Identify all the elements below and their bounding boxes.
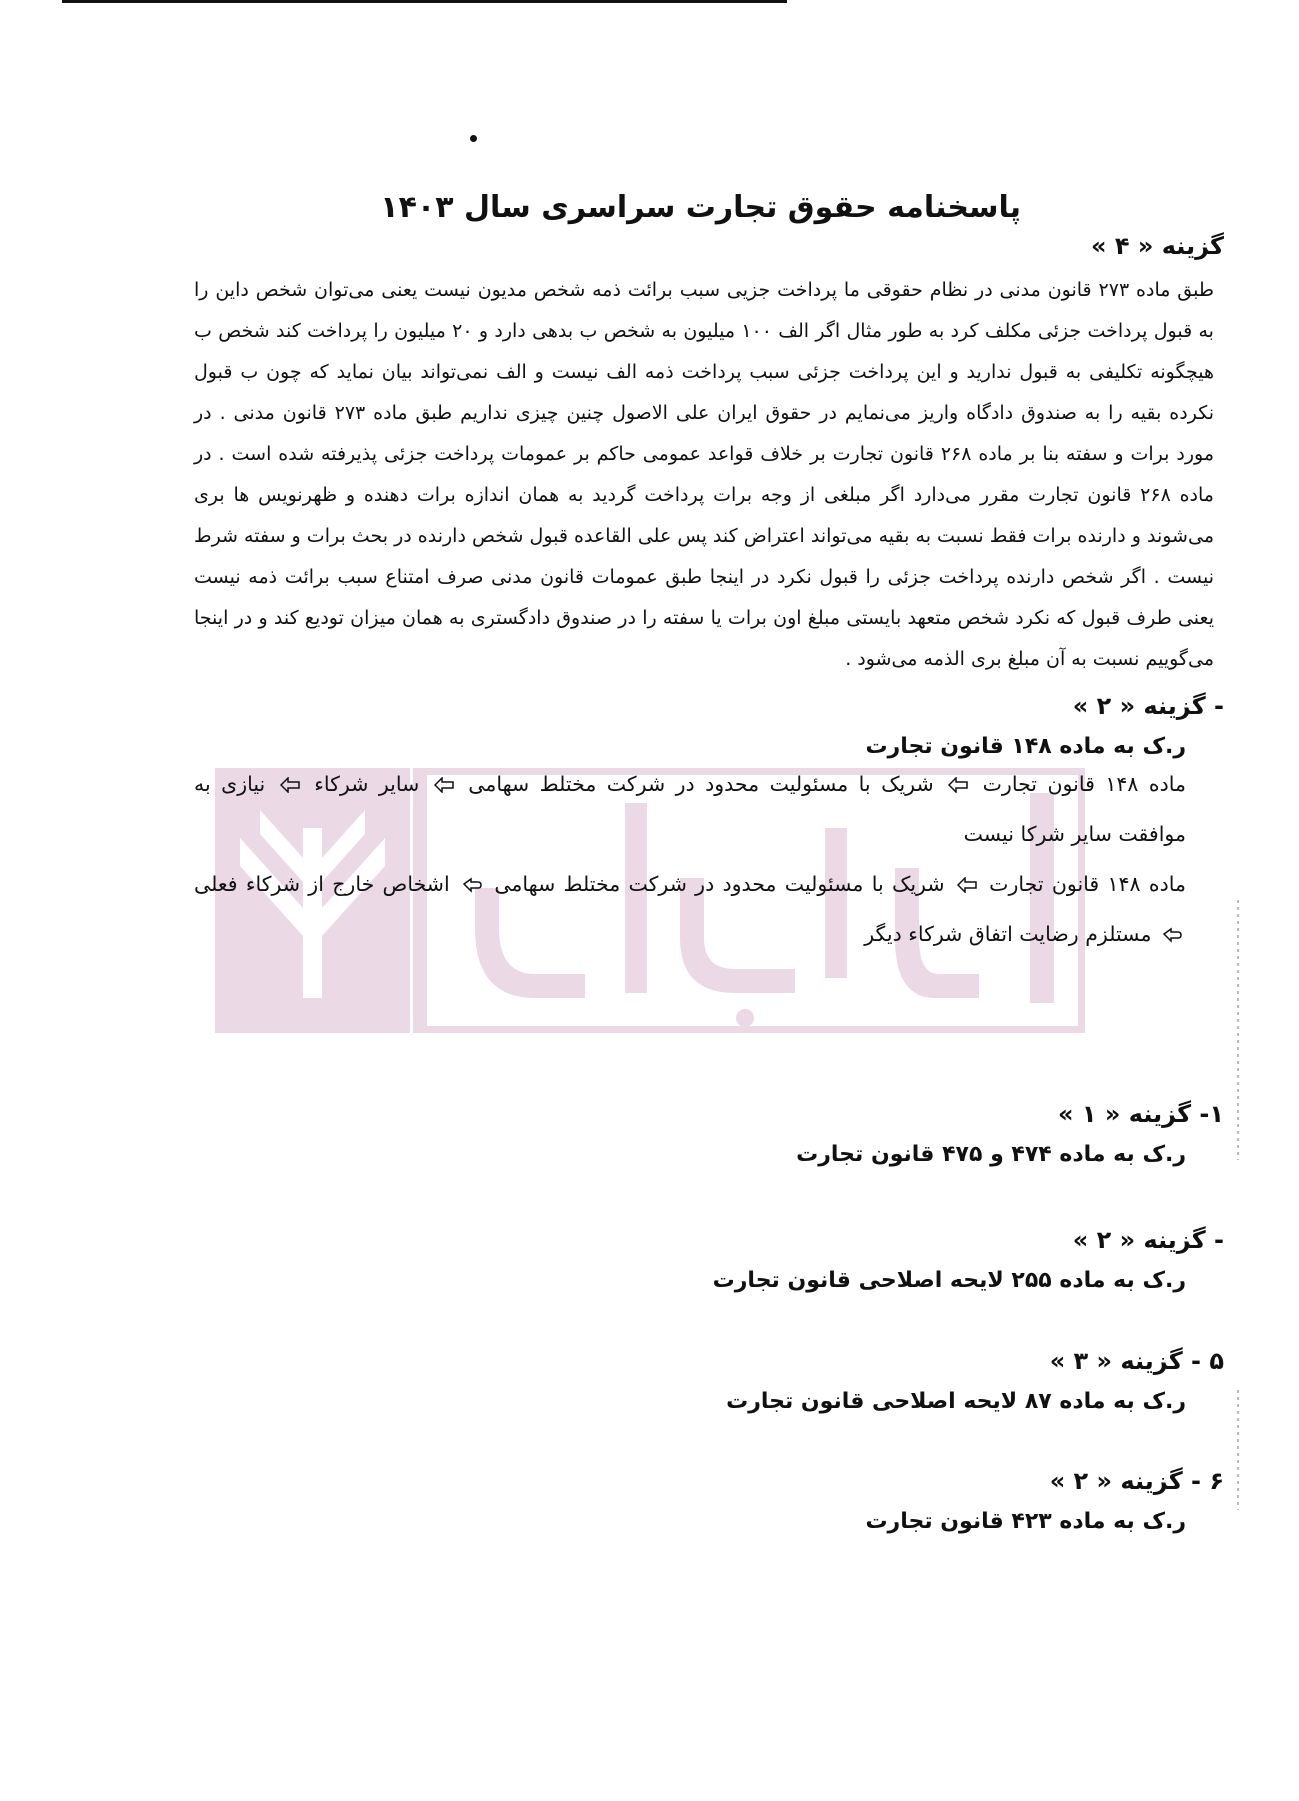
answer-explanation: طبق ماده ۲۷۳ قانون مدنی در نظام حقوقی ما پرداخت جزیی سبب برائت ذمه شخص مدیون نیست یعنی می‌توان شخص داین را به قبول پرداخت جزئی مکلف کرد به طور مثال اگر الف ۱۰۰ میلیون به شخص ب بدهی دارد و ۲۰ میلیون را پرداخت کند شخص ب هیچگونه تکلیفی به قبول ندارید و این پرداخت جزئی سبب پرداخت ذمه الف نیست و الف نمی‌تواند بیان نماید که چون ب قبول نکرده بقیه را به صندوق دادگاه واریز می‌نمایم در حقوق ایران علی الاصول چنین چیزی نداریم طبق ماده ۲۷۳ قانون مدنی . در مورد برات و سفته بنا بر ماده ۲۶۸ قانون تجارت بر خلاف قواعد عمومی حاکم بر عمومات پرداخت جزئی پذیرفته شده است . در ماده ۲۶۸ قانون تجارت مقرر می‌دارد اگر مبلغی از وجه برات پرداخت گردید به همان اندازه برات دهنده و ظهرنویس ها بری می‌شوند و دارنده برات فقط نسبت به بقیه می‌تواند اعتراض کند پس علی القاعده قبول شخص دارنده در بحث برات و سفته شرط نیست . اگر شخص دارنده پرداخت جزئی را قبول نکرد در اینجا طبق عمومات قانون مدنی صرف امتناع سبب برائت ذمه نیست یعنی طرف قبول که نکرد شخص متعهد بایستی مبلغ اون برات یا سفته را در صندوق دادگستری به همان میزان تودیع کند و در اینجا می‌گوییم نسبت به آن مبلغ بری الذمه می‌شود .: [194, 279, 1214, 670]
scan-edge-noise: [1237, 900, 1239, 1160]
article-line: [194, 859, 1186, 959]
article-text: ماده ۱۴۸ قانون تجارت: [982, 772, 1186, 796]
answer-item: [194, 1226, 1224, 1293]
scan-edge-noise: [1237, 1390, 1239, 1510]
answer-item: [194, 692, 1224, 959]
answer-item: [194, 1100, 1224, 1167]
arrow-left-icon: [957, 877, 977, 893]
answer-reference: ر.ک به ماده ۲۵۵ لایحه اصلاحی قانون تجارت: [712, 1268, 1186, 1293]
top-scan-rule: [62, 0, 787, 3]
article-text: شریک با مسئولیت محدود در شرکت مختلط سهامی: [468, 772, 934, 796]
article-text: سایر شرکاء: [314, 772, 420, 796]
arrow-left-icon: [280, 777, 300, 793]
article-text: مستلزم رضایت اتفاق شرکاء دیگر: [864, 922, 1152, 946]
hand-pointing-icon: [1162, 927, 1182, 943]
article-text: ماده ۱۴۸ قانون تجارت: [989, 872, 1186, 896]
article-line: [194, 759, 1186, 859]
answer-heading: ۵ - گزینه « ۳ »: [1049, 1347, 1224, 1375]
answer-reference: ر.ک به ماده ۴۷۴ و ۴۷۵ قانون تجارت: [796, 1142, 1186, 1167]
article-text: شریک با مسئولیت محدود در شرکت مختلط سهامی: [494, 872, 945, 896]
answer-reference: ر.ک به ماده ۴۲۳ قانون تجارت: [865, 1509, 1186, 1534]
answer-heading: ۶ - گزینه « ۲ »: [1049, 1467, 1224, 1495]
article-text: نیازی به موافقت سایر شرکا نیست: [194, 772, 1186, 846]
answer-item: [194, 1467, 1224, 1534]
answer-heading: گزینه « ۴ »: [1091, 232, 1224, 260]
arrow-left-icon: [434, 777, 454, 793]
answer-reference: ر.ک به ماده ۸۷ لایحه اصلاحی قانون تجارت: [726, 1389, 1186, 1414]
answer-heading: - گزینه « ۲ »: [1072, 692, 1224, 720]
ink-dot: [470, 135, 477, 142]
answer-reference: ر.ک به ماده ۱۴۸ قانون تجارت: [865, 734, 1186, 759]
arrow-left-icon: [948, 777, 968, 793]
answer-heading: - گزینه « ۲ »: [1072, 1226, 1224, 1254]
page-title: پاسخنامه حقوق تجارت سراسری سال ۱۴۰۳: [380, 190, 1021, 225]
answer-item: [194, 232, 1224, 680]
answer-heading: ۱- گزینه « ۱ »: [1058, 1100, 1224, 1128]
hand-pointing-icon: [462, 877, 482, 893]
article-text: اشخاص خارج از شرکاء فعلی: [194, 872, 450, 896]
answer-item: [194, 1347, 1224, 1414]
